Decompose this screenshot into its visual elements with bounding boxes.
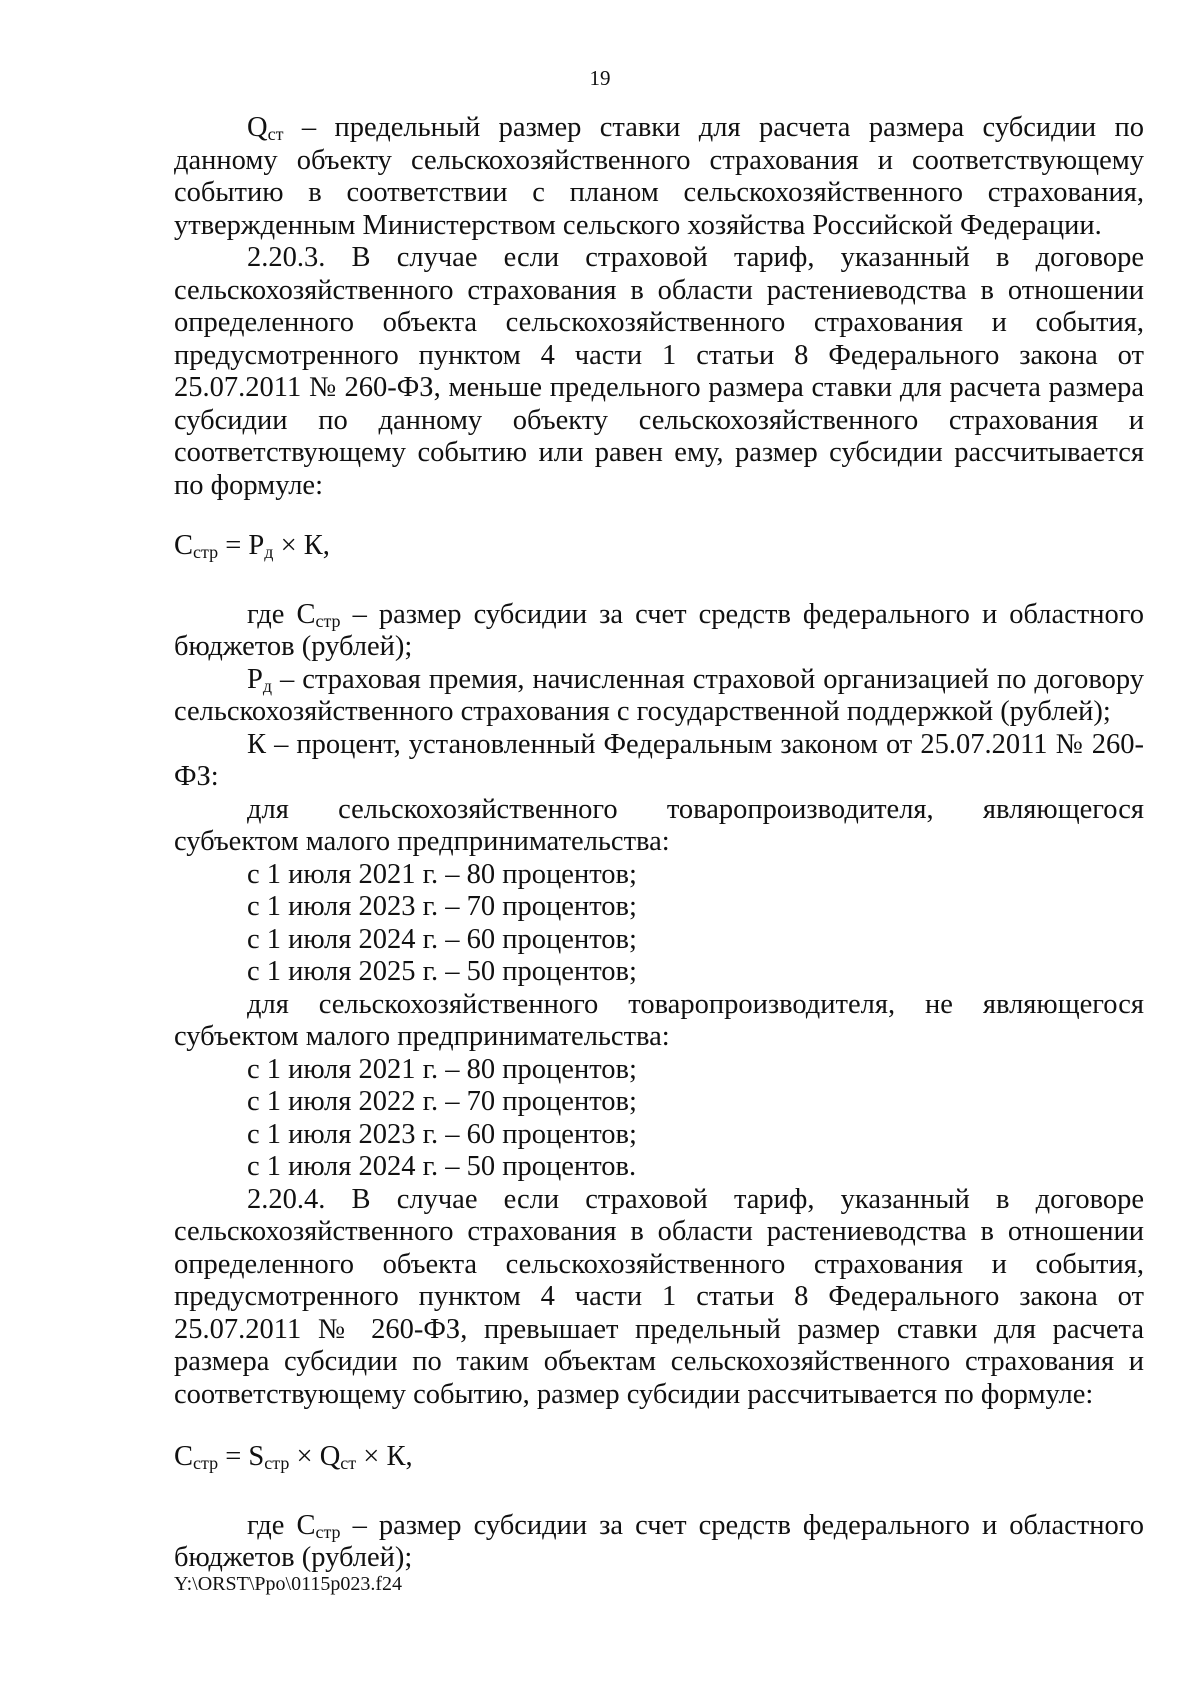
formula-subscript: д [264,542,274,562]
definition-text: – размер субсидии за счет средств федерального и областного бюджетов (рублей); [174,598,1144,662]
formula-symbol: С [174,1441,194,1472]
rate-line: с 1 июля 2024 г. – 50 процентов. [247,1151,637,1182]
paragraph-k-definition: К – процент, установленный Федеральным законом от 25.07.2011 № 260-ФЗ: [174,728,1144,792]
formula-2 [174,1441,1144,1474]
rate-line: с 1 июля 2021 г. – 80 процентов; [247,1053,637,1085]
formula-subscript: стр [193,542,219,562]
paragraph-where-cstr-1 [174,599,1144,664]
document-body [174,112,1144,1575]
formula-operator: × К, [356,1441,413,1472]
formula-subscript: стр [193,1453,219,1473]
formula-symbol: S [248,1441,265,1472]
where-text: где [247,1509,297,1541]
formula-subscript: стр [264,1453,290,1473]
rate-line: с 1 июля 2024 г. – 60 процентов; [247,923,637,955]
not-small-business-header: для сельскохозяйственного товаропроизводителя, не являющегося субъектом малого предпринимательства: [174,988,1144,1052]
formula-1 [174,530,1144,563]
footer-file-path: Y:\ORST\Ppo\0115p023.f24 [174,1573,402,1595]
rate-line: с 1 июля 2023 г. – 60 процентов; [247,1118,637,1150]
definition-text: – предельный размер ставки для расчета размера субсидии по данному объекту сельскохозяйственного страхования и соответствующему событию в соответствии с планом сельскохозяйственного страхования, утвержденным Министерством сельского хозяйства Российской Федерации. [174,112,1144,241]
where-text: где [247,598,297,630]
paragraph-rd-definition [174,664,1144,729]
definition-text: – страховая премия, начисленная страховой организацией по договору сельскохозяйственного страхования с государственной поддержкой (рублей); [174,663,1144,727]
formula-operator: × [289,1441,320,1472]
page-number: 19 [589,66,611,90]
symbol-subscript: ст [267,124,284,144]
paragraph-2-20-3: 2.20.3. В случае если страховой тариф, указанный в договоре сельскохозяйственного страхования в области растениеводства в отношении определенного объекта сельскохозяйственного страхования и события, предусмотренного пунктом 4 части 1 статьи 8 Федерального закона от 25.07.2011 № 260-ФЗ, меньше предельного размера ставки для расчета размера субсидии по данному объекту сельскохозяйственного страхования и соответствующему событию или равен ему, размер субсидии рассчитывается по формуле: [174,242,1144,501]
paragraph-2-20-4: 2.20.4. В случае если страховой тариф, указанный в договоре сельскохозяйственного страхования в области растениеводства в отношении определенного объекта сельскохозяйственного страхования и события, предусмотренного пунктом 4 части 1 статьи 8 Федерального закона от 25.07.2011 № 260-ФЗ, превышает предельный размер ставки для расчета размера субсидии по таким объектам сельскохозяйственного страхования и соответствующему событию, размер субсидии рассчитывается по формуле: [174,1183,1144,1410]
symbol-subscript: стр [315,610,341,631]
symbol-q: Q [247,112,268,143]
definition-text: – размер субсидии за счет средств федерального и областного бюджетов (рублей); [174,1509,1144,1573]
formula-symbol: С [174,530,194,561]
small-business-header: для сельскохозяйственного товаропроизводителя, являющегося субъектом малого предпринимательства: [174,793,1144,857]
symbol-c: С [296,1509,316,1541]
rate-line: с 1 июля 2021 г. – 80 процентов; [247,858,637,890]
formula-subscript: ст [340,1453,357,1473]
paragraph-where-cstr-2 [174,1510,1144,1575]
formula-symbol: Р [248,530,265,561]
formula-operator: = [218,530,249,561]
paragraph-qst-definition [174,112,1144,242]
formula-operator: = [218,1441,249,1472]
symbol-subscript: стр [315,1521,341,1542]
rate-line: с 1 июля 2025 г. – 50 процентов; [247,956,637,987]
formula-operator: × К, [273,530,330,561]
rate-line: с 1 июля 2023 г. – 70 процентов; [247,891,637,922]
formula-symbol: Q [319,1441,341,1472]
rate-line: с 1 июля 2022 г. – 70 процентов; [247,1086,637,1117]
symbol-c: С [296,598,316,630]
symbol-p: Р [247,663,263,695]
symbol-subscript: д [262,675,273,696]
